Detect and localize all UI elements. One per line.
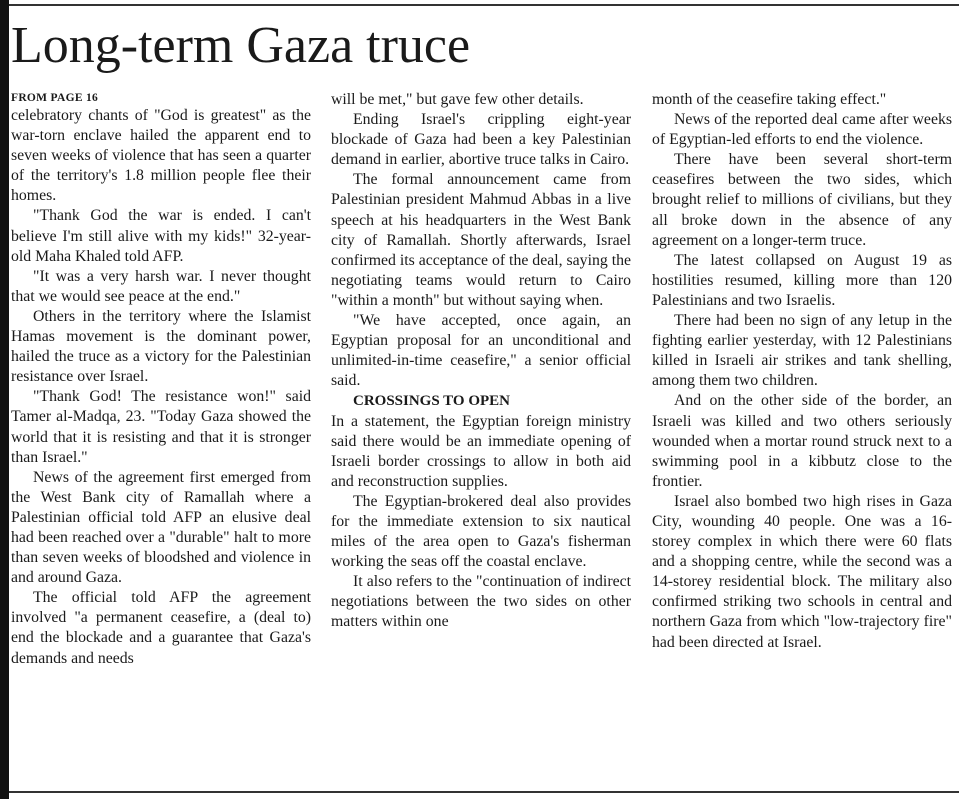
paragraph: "We have accepted, once again, an Egyptian proposal for an unconditional and unlimited-in-time ceasefire," a senior official said. — [331, 312, 631, 390]
paragraph: The latest collapsed on August 19 as hostilities resumed, killing more than 120 Palestinians and two Israelis. — [652, 251, 952, 309]
paragraph: In a statement, the Egyptian foreign ministry said there would be an immediate opening of Israeli border crossings to allow in both aid and reconstruction supplies. — [331, 412, 631, 490]
paragraph: There have been several short-term ceasefires between the two sides, which brought relief to millions of civilians, but they all broke down in the absence of any agreement on a longer-term truce. — [652, 151, 952, 249]
paragraph: It also refers to the "continuation of indirect negotiations between the two sides on other matters within one — [331, 573, 631, 631]
paragraph: News of the agreement first emerged from the West Bank city of Ramallah where a Palestinian official told AFP an elusive deal had been reached over a "durable" halt to more than seven weeks of bloodshed and violence in and around Gaza. — [11, 468, 311, 587]
paragraph: There had been no sign of any letup in the fighting earlier yesterday, with 12 Palestinians killed in Israeli air strikes and tank shelling, among them two children. — [652, 312, 952, 390]
paragraph: "It was a very harsh war. I never thought that we would see peace at the end." — [11, 267, 311, 305]
paragraph: The official told AFP the agreement involved "a permanent ceasefire, a (deal to) end the blockade and a guarantee that Gaza's demands and needs — [11, 589, 311, 667]
top-rule — [9, 4, 959, 6]
column-3 — [652, 90, 952, 653]
column-1 — [11, 90, 311, 669]
paragraph: "Thank God! The resistance won!" said Tamer al-Madqa, 23. "Today Gaza showed the world that it is resisting and that it is stronger than Israel." — [11, 388, 311, 466]
paragraph: The Egyptian-brokered deal also provides for the immediate extension to six nautical miles of the area open to Gaza's fisherman working the seas off the coastal enclave. — [331, 492, 631, 571]
kicker: FROM PAGE 16 — [11, 92, 99, 104]
paragraph: The formal announcement came from Palestinian president Mahmud Abbas in a live speech at his headquarters in the West Bank city of Ramallah. Shortly afterwards, Israel confirmed its acceptance of the deal, saying the negotiating teams would return to Cairo "within a month" but without saying when. — [331, 171, 632, 309]
bottom-rule — [9, 791, 959, 793]
paragraph: will be met," but gave few other details. — [331, 91, 584, 108]
subhead: CROSSINGS TO OPEN — [353, 393, 510, 410]
paragraph: News of the reported deal came after weeks of Egyptian-led efforts to end the violence. — [652, 111, 952, 149]
paragraph: Ending Israel's crippling eight-year blockade of Gaza had been a key Palestinian demand in earlier, abortive truce talks in Cairo. — [331, 111, 631, 169]
paragraph: Israel also bombed two high rises in Gaza City, wounding 40 people. One was a 16-storey complex in which there were 60 flats and a shopping centre, while the second was a 14-storey residential block. The military also confirmed striking two schools in central and northern Gaza from which "low-trajectory fire" had been directed at Israel. — [652, 492, 952, 651]
paragraph: "Thank God the war is ended. I can't believe I'm still alive with my kids!" 32-year-old Maha Khaled told AFP. — [11, 207, 311, 265]
paragraph: Others in the territory where the Islamist Hamas movement is the dominant power, hailed the truce as a victory for the Palestinian resistance over Israel. — [11, 307, 311, 386]
paragraph: And on the other side of the border, an Israeli was killed and two others seriously wounded when a mortar round struck next to a swimming pool in a kibbutz close to the frontier. — [652, 392, 952, 490]
page-left-edge — [0, 0, 9, 799]
paragraph: celebratory chants of "God is greatest" as the war-torn enclave hailed the apparent end to seven weeks of violence that has seen a quarter of the territory's 1.8 million people flee their homes. — [11, 107, 311, 205]
paragraph: month of the ceasefire taking effect." — [652, 91, 887, 108]
headline: Long-term Gaza truce — [11, 17, 471, 74]
column-2 — [331, 90, 631, 633]
